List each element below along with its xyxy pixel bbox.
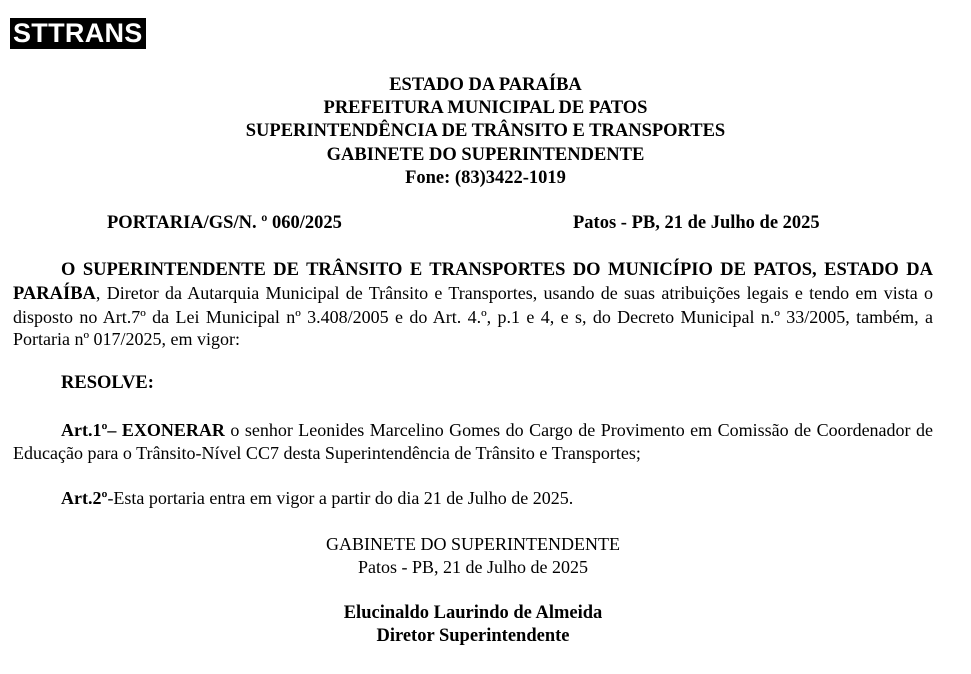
- signature-block: [0, 602, 946, 648]
- preamble-body: , Diretor da Autarquia Municipal de Trânsito e Transportes, usando de suas atribuições legais e tendo em vista o disposto no Art.7º da Lei Municipal nº 3.408/2005 e do Art. 4.º, p.1 e 4, e s, do Decreto Municipal n.º 33/2005, também, a Portaria nº 017/2025, em vigor:: [13, 282, 933, 350]
- preamble-lead: O SUPERINTENDENTE DE TRÂNSITO E TRANSPORTES DO MUNICÍPIO DE PATOS, ESTADO DA PARAÍBA: [13, 260, 933, 304]
- article-2-text: -Esta portaria entra em vigor a partir do dia 21 de Julho de 2025.: [107, 488, 574, 508]
- header-line-phone: Fone: (83)3422-1019: [405, 167, 566, 188]
- header-line-state: ESTADO DA PARAÍBA: [389, 75, 582, 95]
- sttrans-label: STTRANS: [10, 18, 146, 49]
- resolve-heading: RESOLVE:: [61, 373, 154, 393]
- header-line-prefeitura: PREFEITURA MUNICIPAL DE PATOS: [323, 98, 648, 119]
- header-line-gabinete: GABINETE DO SUPERINTENDENTE: [326, 144, 645, 165]
- article-1-label: Art.1º– EXONERAR: [61, 420, 225, 440]
- portaria-place-date: Patos - PB, 21 de Julho de 2025: [573, 213, 820, 233]
- article-1: [13, 419, 933, 465]
- article-2: [61, 487, 573, 510]
- closing-block: [0, 533, 946, 579]
- closing-office: GABINETE DO SUPERINTENDENTE: [326, 534, 620, 554]
- article-2-label: Art.2º: [61, 488, 108, 508]
- header-line-superintendencia: SUPERINTENDÊNCIA DE TRÂNSITO E TRANSPORTES: [245, 121, 726, 142]
- signature-name: Elucinaldo Laurindo de Almeida: [343, 603, 603, 623]
- signature-title: Diretor Superintendente: [376, 625, 570, 646]
- document-header: [0, 74, 971, 190]
- article-1-text: o senhor Leonides Marcelino Gomes do Cargo de Provimento em Comissão de Coordenador de Educação para o Trânsito-Nível CC7 desta Superintendência de Trânsito e Transportes;: [13, 420, 933, 463]
- preamble-paragraph: [13, 258, 933, 351]
- portaria-number: PORTARIA/GS/N. º 060/2025: [107, 213, 342, 233]
- closing-place-date: Patos - PB, 21 de Julho de 2025: [357, 556, 588, 577]
